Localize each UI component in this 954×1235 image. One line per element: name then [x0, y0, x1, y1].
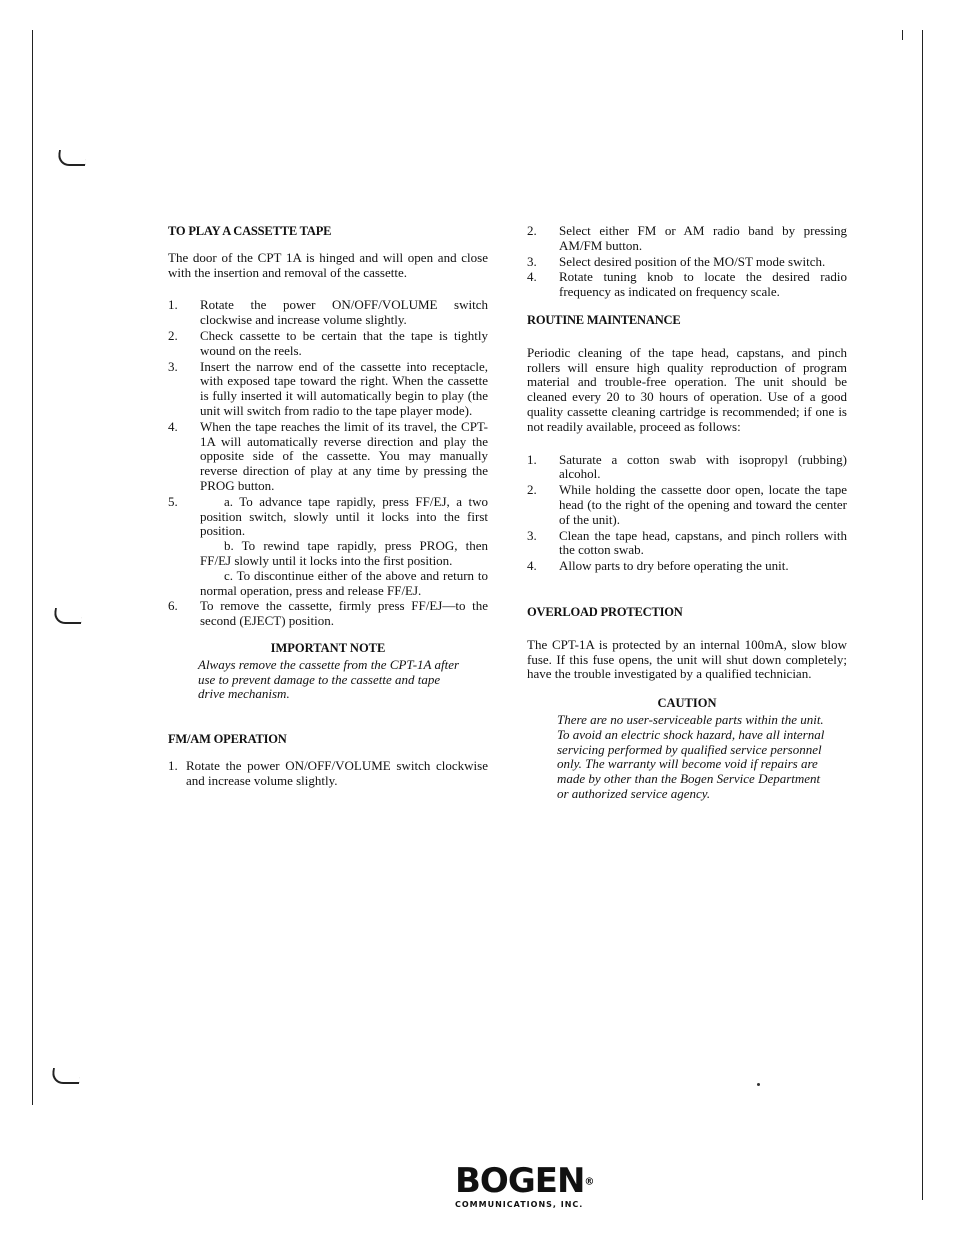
- routine-maintenance-heading: ROUTINE MAINTENANCE: [527, 312, 681, 327]
- logo-subtitle: COMMUNICATIONS, INC.: [455, 1199, 584, 1209]
- routine-maintenance-text: Periodic cleaning of the tape head, capstans, and pinch rollers will ensure high quality reproduction of program material and trouble-free operation. The unit should be cleaned every 20 to 30 hours of operation. Use of a good quality cassette cleaning cartridge is recommended; if one is not readily available, proceed as follows:: [527, 344, 847, 434]
- binder-hole-mark-top: [57, 150, 87, 166]
- play-steps-list: [168, 298, 488, 629]
- list-item: 2. Check cassette to be certain that the tape is tightly wound on the reels.: [168, 327, 488, 358]
- list-item: 1. Rotate the power ON/OFF/VOLUME switch clockwise and increase volume slightly.: [168, 297, 488, 328]
- list-item: 2. While holding the cassette door open, locate the tape head (to the right of the opening and toward the center of the unit).: [527, 482, 847, 527]
- step5-c: c. To discontinue either of the above and return to normal operation, press and release FF/EJ.: [200, 567, 488, 598]
- list-item: 3. Clean the tape head, capstans, and pinch rollers with the cotton swab.: [527, 527, 847, 558]
- list-item: 4. Allow parts to dry before operating the unit.: [527, 558, 789, 574]
- right-scan-edge: [922, 30, 923, 1200]
- list-item: 3. Insert the narrow end of the cassette into receptacle, with exposed tape toward the right. When the cassette is fully inserted it will automatically begin to play (the unit will switch from radio to the tape player mode).: [168, 358, 488, 418]
- overload-protection-text: The CPT-1A is protected by an internal 100mA, slow blow fuse. If this fuse opens, the unit will shut down completely; have the trouble investigated by a qualified technician.: [527, 636, 847, 682]
- binder-hole-mark-bottom: [51, 1068, 81, 1084]
- left-column: [168, 224, 488, 790]
- logo-wordmark: BOGEN®: [455, 1161, 594, 1201]
- list-item: 5. a. To advance tape rapidly, press FF/EJ, a two position switch, slowly until it locks into the first position. b. To rewind tape rapidly, press PROG, then FF/EJ slowly until it locks into the first position. c. To discontinue either of the above and return to normal operation, press and release FF/EJ.: [168, 493, 488, 598]
- list-item: 2. Select either FM or AM radio band by pressing AM/FM button.: [527, 223, 847, 253]
- list-item: 4. When the tape reaches the limit of its travel, the CPT-1A will automatically reverse direction and play the opposite side of the cassette. You may manually reverse direction of play at any time by pressing the PROG button.: [168, 418, 488, 493]
- play-cassette-intro: The door of the CPT 1A is hinged and will open and close with the insertion and removal of the cassette.: [168, 249, 488, 280]
- fm-am-heading: FM/AM OPERATION: [168, 732, 287, 747]
- fm-am-steps-right: [527, 224, 847, 300]
- play-cassette-heading: TO PLAY A CASSETTE TAPE: [168, 224, 332, 238]
- right-scan-edge-2: [902, 30, 903, 40]
- right-column: [527, 224, 847, 802]
- list-item: 1. Rotate the power ON/OFF/VOLUME switch clockwise and increase volume slightly.: [168, 757, 488, 788]
- caution-block: [527, 696, 847, 802]
- list-item: 3. Select desired position of the MO/ST mode switch.: [527, 253, 826, 269]
- list-item: 6. To remove the cassette, firmly press FF/EJ—to the second (EJECT) position.: [168, 598, 488, 629]
- fm-am-steps-left: [168, 759, 488, 789]
- list-item: 1. Saturate a cotton swab with isopropyl (rubbing) alcohol.: [527, 451, 847, 482]
- important-note-text: Always remove the cassette from the CPT-1A after use to prevent damage to the cassette and tape drive mechanism.: [198, 656, 460, 702]
- bogen-logo: [455, 1161, 655, 1210]
- maintenance-steps-list: [527, 453, 847, 574]
- binder-hole-mark-middle: [53, 608, 83, 624]
- scan-speck: [757, 1083, 760, 1086]
- caution-title: CAUTION: [657, 696, 717, 711]
- step5-b: b. To rewind tape rapidly, press PROG, then FF/EJ slowly until it locks into the first position.: [200, 538, 488, 568]
- left-scan-edge: [32, 30, 33, 1105]
- important-note: [168, 641, 488, 702]
- overload-protection-heading: OVERLOAD PROTECTION: [527, 604, 683, 619]
- caution-text: There are no user-serviceable parts within the unit. To avoid an electric shock hazard, have all internal servicing performed by qualified service personnel only. The warranty will become void if repairs are made by other than the Bogen Service Department or authorized service agency.: [557, 711, 825, 801]
- important-note-title: IMPORTANT NOTE: [270, 640, 386, 655]
- step5-a: a. To advance tape rapidly, press FF/EJ, a two position switch, slowly until it locks into the first position.: [200, 493, 488, 539]
- list-item: 4. Rotate tuning knob to locate the desired radio frequency as indicated on frequency scale.: [527, 269, 847, 300]
